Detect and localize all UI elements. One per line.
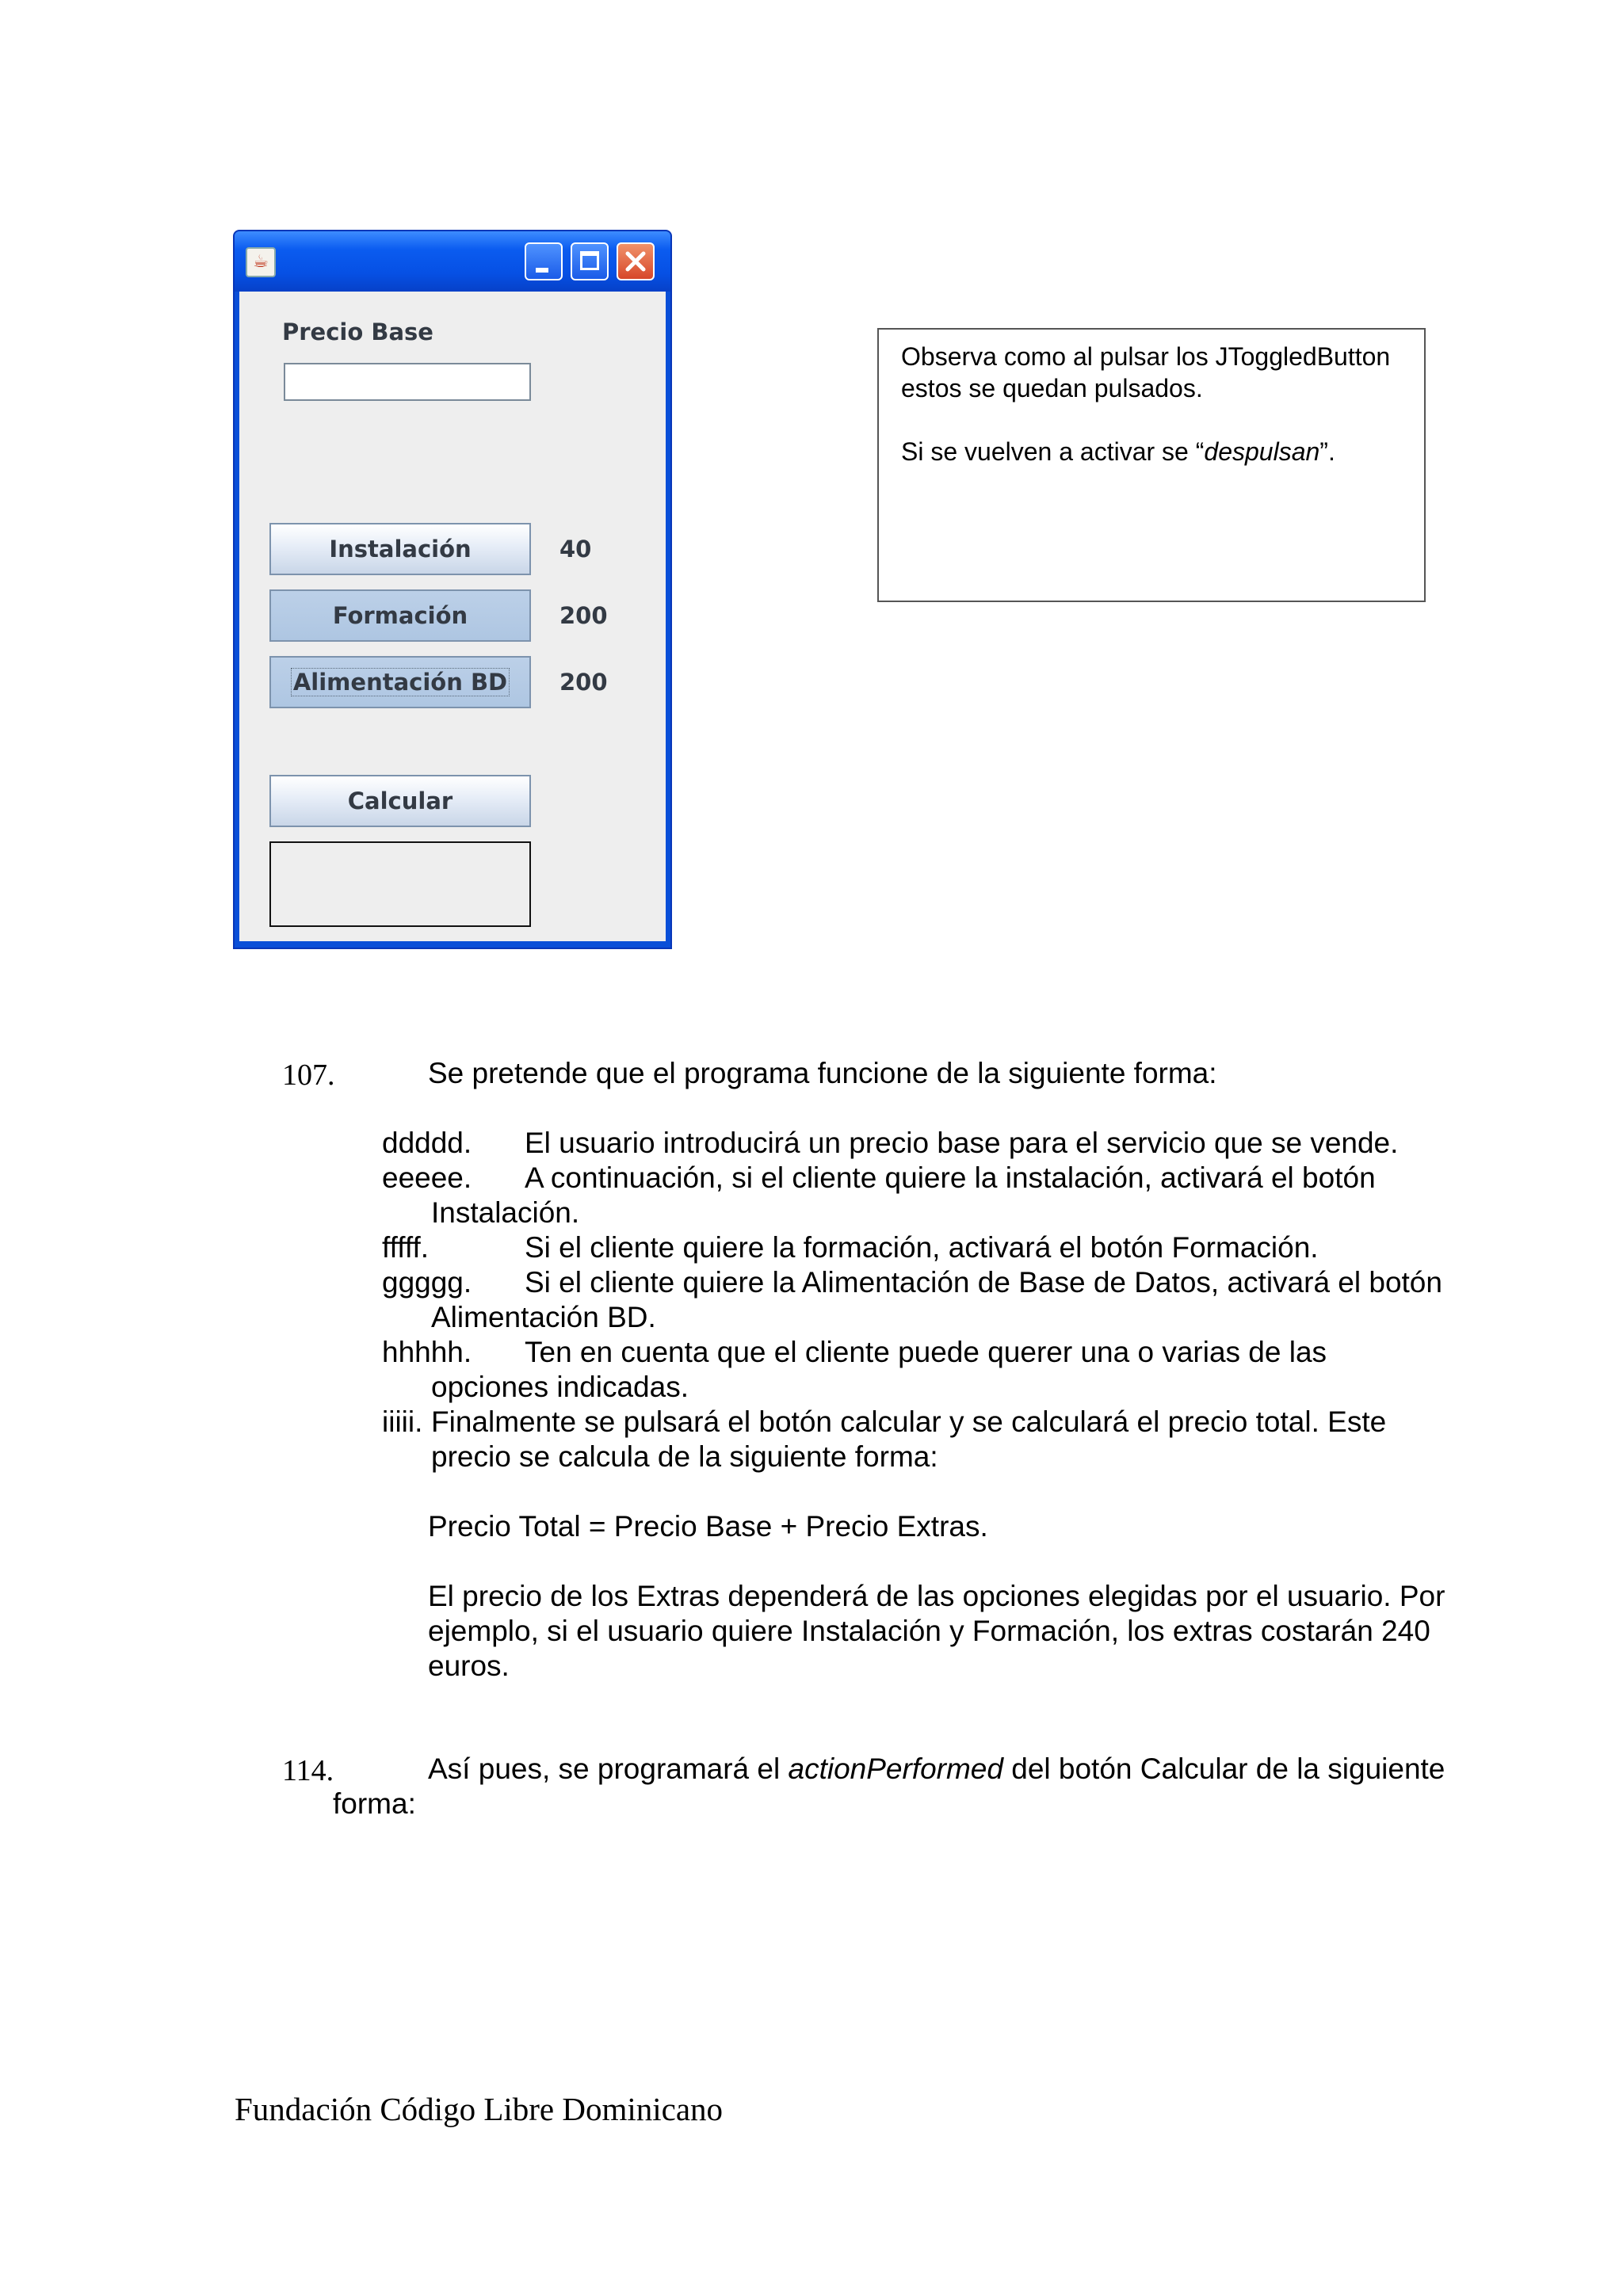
instalacion-price: 40 (559, 536, 592, 563)
calcular-button-label: Calcular (347, 788, 453, 814)
java-cup-icon[interactable]: ☕ (246, 247, 276, 277)
window-content (239, 292, 666, 941)
list-item: Si el cliente quiere la Alimentación de Base de Datos, activará el botón (525, 1266, 1442, 1299)
alimentacion-bd-button-label: Alimentación BD (291, 668, 510, 696)
list-item-continuation: opciones indicadas. (431, 1371, 689, 1403)
formacion-button-label: Formación (332, 602, 468, 629)
section-number-107: 107. (282, 1058, 335, 1092)
list-marker: hhhhh. (382, 1336, 472, 1368)
formacion-toggle-button[interactable] (269, 589, 531, 642)
formula: Precio Total = Precio Base + Precio Extras. (428, 1510, 988, 1543)
list-marker: ddddd. (382, 1127, 472, 1159)
minimize-button[interactable] (525, 242, 563, 280)
alimentacion-bd-price: 200 (559, 669, 608, 696)
list-item-continuation: Instalación. (431, 1196, 580, 1229)
list-item-continuation: precio se calcula de la siguiente forma: (431, 1440, 938, 1473)
total-result-field (269, 841, 531, 927)
list-marker: iiiii. (382, 1405, 423, 1438)
list-item: Ten en cuenta que el cliente puede querer una o varias de las (525, 1336, 1327, 1368)
section-114-text: Así pues, se programará el actionPerformed del botón Calcular de la siguiente (428, 1753, 1445, 1785)
java-window (233, 230, 672, 949)
list-item-continuation: Alimentación BD. (431, 1301, 656, 1333)
maximize-button[interactable] (571, 242, 609, 280)
precio-base-label: Precio Base (282, 318, 433, 345)
window-titlebar[interactable] (235, 231, 670, 292)
list-item: Finalmente se pulsará el botón calcular y se calculará el precio total. Este (431, 1405, 1387, 1438)
list-marker: fffff. (382, 1231, 430, 1264)
formacion-price: 200 (559, 602, 608, 629)
minimize-icon (536, 268, 548, 273)
alimentacion-bd-toggle-button[interactable] (269, 656, 531, 708)
maximize-icon (580, 251, 599, 270)
list-item: El usuario introducirá un precio base para el servicio que se vende. (525, 1127, 1399, 1159)
note-line-1: Observa como al pulsar los JToggledButton estos se quedan pulsados. (901, 342, 1391, 402)
list-item: A continuación, si el cliente quiere la instalación, activará el botón (525, 1161, 1376, 1194)
list-marker: ggggg. (382, 1266, 472, 1299)
page-footer: Fundación Código Libre Dominicano (235, 2091, 724, 2127)
section-107-heading: Se pretende que el programa funcione de la siguiente forma: (428, 1057, 1217, 1089)
list-item: Si el cliente quiere la formación, activará el botón Formación. (525, 1231, 1319, 1264)
extras-paragraph-line: ejemplo, si el usuario quiere Instalación y Formación, los extras costarán 240 (428, 1615, 1430, 1647)
instalacion-button-label: Instalación (329, 536, 472, 563)
section-number-114: 114. (282, 1754, 334, 1787)
section-114-continuation: forma: (333, 1787, 416, 1820)
extras-paragraph-line: El precio de los Extras dependerá de las opciones elegidas por el usuario. Por (428, 1580, 1445, 1612)
close-button[interactable] (617, 242, 655, 280)
note-box (877, 328, 1426, 602)
note-line-2: Si se vuelven a activar se “despulsan”. (901, 437, 1335, 466)
instalacion-toggle-button[interactable] (269, 523, 531, 575)
calcular-button[interactable] (269, 775, 531, 827)
close-icon (618, 244, 653, 279)
precio-base-input[interactable] (284, 363, 531, 401)
extras-paragraph-line: euros. (428, 1650, 510, 1682)
list-marker: eeeee. (382, 1161, 472, 1194)
